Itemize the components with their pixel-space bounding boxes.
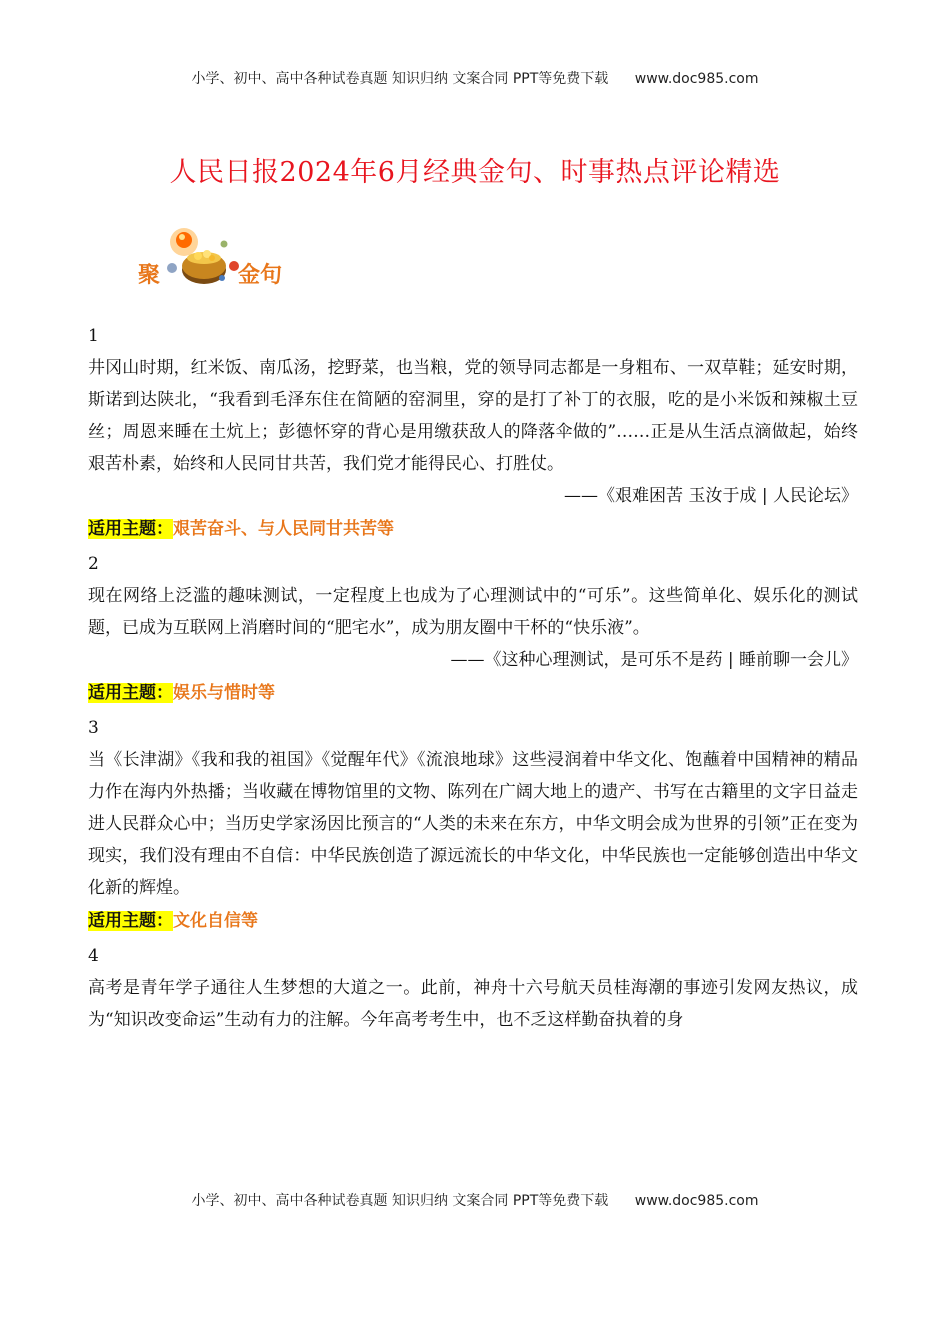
quote-source: ——《艰难困苦 玉汝于成 | 人民论坛》 (564, 486, 858, 506)
content-body (88, 318, 858, 1036)
quote-item-4 (88, 942, 858, 1036)
quote-item-2 (88, 550, 858, 710)
footer-text: 小学、初中、高中各种试卷真题 知识归纳 文案合同 PPT等免费下载 (191, 1193, 609, 1209)
header-text: 小学、初中、高中各种试卷真题 知识归纳 文案合同 PPT等免费下载 (191, 71, 609, 87)
page-title: 人民日报2024年6月经典金句、时事热点评论精选 (169, 157, 781, 188)
theme-label: 适用主题： (88, 683, 173, 703)
quote-text: 当《长津湖》《我和我的祖国》《觉醒年代》《流浪地球》这些浸润着中华文化、饱蘸着中国精神的精品力作在海内外热播；当收藏在博物馆里的文物、陈列在广阔大地上的遗产、书写在古籍里的文字日益走进人民群众心中；当历史学家汤因比预言的“人类的未来在东方，中华文明会成为世界的引领”正在变为现实，我们没有理由不自信：中华民族创造了源远流长的中华文化，中华民族也一定能够创造出中华文化新的辉煌。 (88, 750, 858, 898)
theme-line (88, 676, 858, 710)
theme-line (88, 904, 858, 938)
section-banner (136, 222, 306, 294)
treasure-pot-icon (164, 222, 240, 288)
theme-label: 适用主题： (88, 519, 173, 539)
quote-item-1 (88, 322, 858, 546)
quote-item-3 (88, 714, 858, 938)
item-number: 2 (88, 554, 99, 574)
quote-text: 井冈山时期，红米饭、南瓜汤，挖野菜，也当粮，党的领导同志都是一身粗布、一双草鞋；延安时期，斯诺到达陕北，“我看到毛泽东住在简陋的窑洞里，穿的是打了补丁的衣服，吃的是小米饭和辣椒土豆丝；周恩来睡在土炕上；彭德怀穿的背心是用缴获敌人的降落伞做的”……正是从生活点滴做起，始终艰苦朴素，始终和人民同甘共苦，我们党才能得民心、打胜仗。 (88, 358, 858, 474)
page-header (0, 68, 950, 88)
header-site-link[interactable]: www.doc985.com (634, 71, 759, 87)
item-number: 1 (88, 326, 99, 346)
page-footer (0, 1190, 950, 1210)
item-number: 3 (88, 718, 99, 738)
footer-site-link[interactable]: www.doc985.com (634, 1193, 759, 1209)
quote-text: 高考是青年学子通往人生梦想的大道之一。此前，神舟十六号航天员桂海潮的事迹引发网友热议，成为“知识改变命运”生动有力的注解。今年高考考生中，也不乏这样勤奋执着的身 (88, 978, 858, 1030)
banner-left-text: 聚 (138, 263, 161, 288)
theme-value: 娱乐与惜时等 (173, 683, 275, 703)
banner-right-text: 金句 (238, 263, 283, 288)
item-number: 4 (88, 946, 99, 966)
theme-value: 文化自信等 (173, 911, 258, 931)
quote-source: ——《这种心理测试，是可乐不是药 | 睡前聊一会儿》 (450, 650, 858, 670)
theme-line (88, 512, 858, 546)
theme-value: 艰苦奋斗、与人民同甘共苦等 (173, 519, 394, 539)
quote-text: 现在网络上泛滥的趣味测试，一定程度上也成为了心理测试中的“可乐”。这些简单化、娱乐化的测试题，已成为互联网上消磨时间的“肥宅水”，成为朋友圈中干杯的“快乐液”。 (88, 586, 858, 638)
theme-label: 适用主题： (88, 911, 173, 931)
